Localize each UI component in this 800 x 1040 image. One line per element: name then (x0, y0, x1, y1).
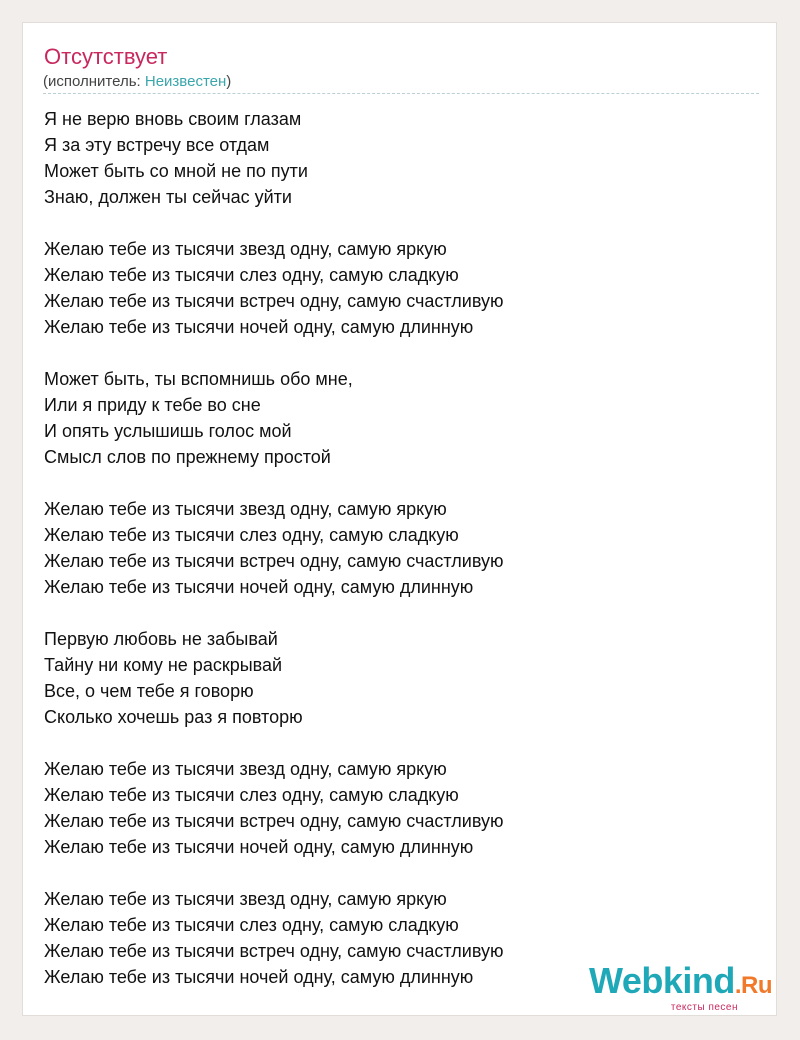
lyric-line: Первую любовь не забывай (44, 629, 278, 649)
lyric-line: Желаю тебе из тысячи встреч одну, самую счастливую (44, 941, 504, 961)
lyrics-stanza (44, 236, 503, 340)
lyrics-stanza (44, 366, 503, 470)
lyric-line: Желаю тебе из тысячи звезд одну, самую яркую (44, 239, 447, 259)
lyric-line: Желаю тебе из тысячи встреч одну, самую счастливую (44, 291, 504, 311)
logo-tagline: тексты песен (670, 1002, 738, 1013)
lyric-line: Желаю тебе из тысячи встреч одну, самую счастливую (44, 811, 504, 831)
lyric-line: Желаю тебе из тысячи встреч одну, самую счастливую (44, 551, 504, 571)
lyric-line: Я за эту встречу все отдам (44, 135, 270, 155)
lyrics-stanza (44, 496, 503, 600)
lyrics-stanza (44, 886, 503, 990)
logo-tld: .Ru (734, 972, 772, 999)
artist-suffix: ) (226, 73, 232, 90)
lyric-line: Я не верю вновь своим глазам (44, 109, 302, 129)
lyric-line: Сколько хочешь раз я повторю (44, 707, 303, 727)
lyric-line: Желаю тебе из тысячи звезд одну, самую яркую (44, 759, 447, 779)
lyric-line: Желаю тебе из тысячи ночей одну, самую длинную (44, 577, 474, 597)
lyric-line: Смысл слов по прежнему простой (44, 447, 331, 467)
lyrics-stanza (44, 626, 503, 730)
lyric-line: Желаю тебе из тысячи слез одну, самую сладкую (44, 525, 459, 545)
lyric-line: Может быть, ты вспомнишь обо мне, (44, 369, 353, 389)
logo-wordmark (588, 960, 772, 1004)
lyric-line: Все, о чем тебе я говорю (44, 681, 254, 701)
lyric-line: И опять услышишь голос мой (44, 421, 292, 441)
lyric-line: Желаю тебе из тысячи слез одну, самую сладкую (44, 265, 459, 285)
lyrics-stanza (44, 106, 503, 210)
lyric-line: Желаю тебе из тысячи ночей одну, самую длинную (44, 837, 474, 857)
artist-line (43, 72, 231, 92)
lyric-line: Желаю тебе из тысячи звезд одну, самую яркую (44, 889, 447, 909)
webkind-logo[interactable] (588, 960, 772, 1013)
divider (43, 93, 759, 94)
lyric-line: Или я приду к тебе во сне (44, 395, 261, 415)
lyrics-block (44, 106, 503, 1016)
lyrics-stanza (44, 756, 503, 860)
lyric-line: Желаю тебе из тысячи слез одну, самую сладкую (44, 915, 459, 935)
lyric-line: Желаю тебе из тысячи слез одну, самую сладкую (44, 785, 459, 805)
lyric-line: Тайну ни кому не раскрывай (44, 655, 283, 675)
lyric-line: Может быть со мной не по пути (44, 161, 308, 181)
lyric-line: Желаю тебе из тысячи звезд одну, самую яркую (44, 499, 447, 519)
artist-prefix: (исполнитель: (43, 73, 145, 90)
lyric-line: Желаю тебе из тысячи ночей одну, самую длинную (44, 317, 474, 337)
artist-link[interactable]: Неизвестен (144, 73, 227, 90)
lyric-line: Знаю, должен ты сейчас уйти (44, 187, 292, 207)
lyric-line: Желаю тебе из тысячи ночей одну, самую длинную (44, 967, 474, 987)
song-card (22, 22, 777, 1016)
logo-name: Webkind (588, 960, 735, 1001)
song-title: Отсутствует (44, 44, 168, 69)
